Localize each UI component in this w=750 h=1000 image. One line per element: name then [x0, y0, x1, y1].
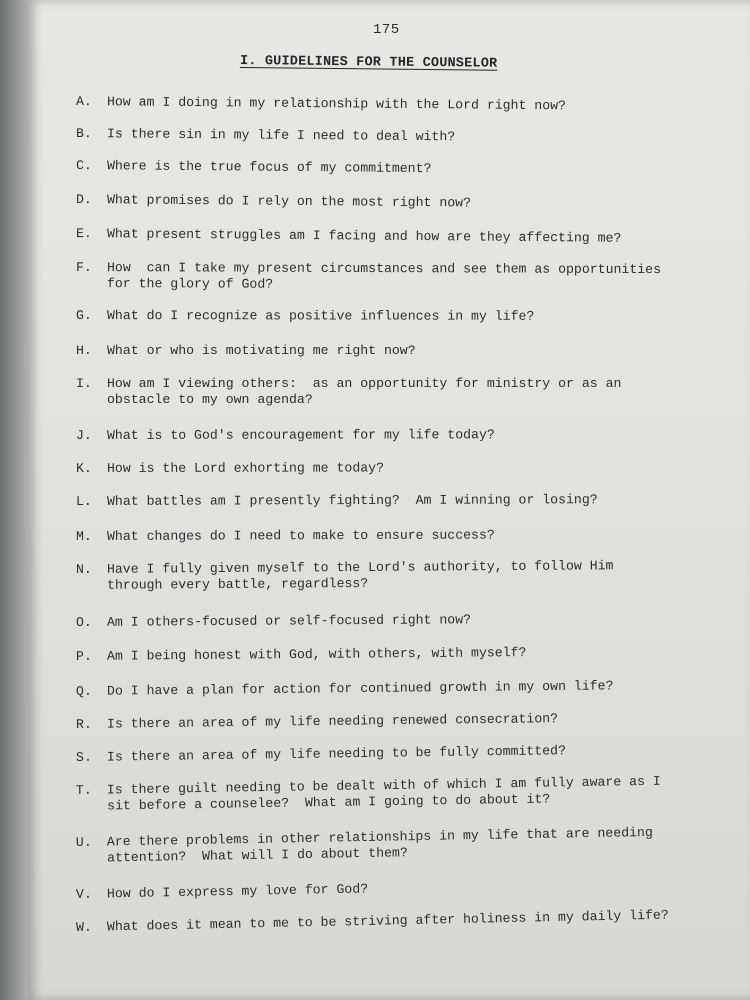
document-page	[28, 0, 750, 1000]
item-text: Am I being honest with God, with others, with myself?	[106, 645, 527, 664]
list-item	[76, 343, 716, 359]
item-text: Is there guilt needing to be dealt with of which I am fully aware as I sit before a counselee? What am I going to do about it?	[106, 773, 661, 814]
list-item	[76, 192, 716, 214]
item-letter: W.	[75, 919, 92, 935]
item-text: How can I take my present circumstances and see them as opportunities for the glory of God?	[106, 260, 662, 292]
item-text: Are there problems in other relationships in my life that are needing attention? What will I do about them?	[106, 824, 653, 866]
item-letter: B.	[75, 126, 92, 142]
list-item	[76, 427, 716, 444]
item-letter: U.	[75, 834, 92, 851]
item-text: How do I express my love for God?	[106, 881, 369, 902]
list-item	[76, 741, 716, 766]
item-letter: A.	[75, 94, 92, 110]
list-item	[76, 875, 716, 903]
item-text: What battles am I presently fighting? Am I winning or losing?	[106, 492, 598, 509]
list-item	[76, 907, 716, 936]
item-text: Am I others-focused or self-focused right now?	[106, 612, 472, 630]
item-text: How am I viewing others: as an opportunity for ministry or as an obstacle to my own agenda?	[107, 376, 622, 407]
list-item	[76, 558, 716, 594]
item-letter: K.	[75, 460, 92, 476]
list-item	[76, 643, 716, 665]
item-text: What changes do I need to make to ensure success?	[106, 527, 495, 544]
section-title: I. GUIDELINES FOR THE COUNSELOR	[239, 54, 498, 72]
list-item	[76, 709, 716, 733]
item-letter: R.	[75, 716, 92, 732]
item-text: What does it mean to me to be striving after holiness in my daily life?	[106, 907, 669, 935]
item-text: Is there sin in my life I need to deal with?	[106, 126, 456, 145]
list-item	[76, 527, 716, 545]
item-letter: D.	[75, 192, 92, 208]
list-item	[76, 308, 716, 325]
list-item	[76, 376, 716, 408]
item-letter: F.	[76, 260, 92, 276]
item-text: Is there an area of my life needing renewed consecration?	[106, 711, 559, 732]
item-letter: J.	[75, 427, 92, 443]
item-text: What or who is motivating me right now?	[107, 343, 416, 358]
item-letter: O.	[75, 614, 92, 630]
list-item	[76, 460, 716, 477]
list-item	[76, 126, 716, 148]
item-letter: G.	[75, 308, 92, 324]
item-text: What is to God's encouragement for my life today?	[106, 427, 495, 443]
item-letter: P.	[75, 648, 92, 664]
item-text: What promises do I rely on the most right now?	[106, 192, 472, 211]
list-item	[76, 677, 716, 700]
item-letter: V.	[75, 886, 92, 902]
item-letter: M.	[75, 528, 92, 544]
list-item	[76, 611, 716, 631]
page-number: 175	[373, 22, 400, 38]
item-letter: C.	[75, 158, 92, 174]
item-text: Is there an area of my life needing to be fully committed?	[106, 743, 567, 765]
list-item	[76, 226, 716, 248]
item-text: Where is the true focus of my commitment?	[106, 158, 432, 177]
list-item	[76, 773, 716, 815]
item-letter: N.	[75, 561, 92, 577]
item-text: What do I recognize as positive influences in my life?	[106, 308, 535, 324]
list-item	[76, 260, 716, 294]
item-text: How am I doing in my relationship with the Lord right now?	[106, 94, 567, 114]
item-text: Have I fully given myself to the Lord's authority, to follow Him through every battle, regardless?	[106, 558, 614, 593]
item-letter: H.	[76, 343, 92, 358]
item-letter: T.	[75, 782, 92, 799]
item-letter: I.	[76, 376, 92, 391]
item-letter: Q.	[75, 683, 92, 699]
list-item	[76, 824, 716, 867]
item-text: How is the Lord exhorting me today?	[106, 460, 384, 476]
item-letter: E.	[75, 226, 92, 242]
item-text: What present struggles am I facing and how are they affecting me?	[106, 226, 622, 246]
list-item	[76, 158, 716, 180]
list-item	[76, 492, 716, 510]
list-item	[76, 94, 716, 116]
item-letter: L.	[75, 493, 92, 509]
item-letter: S.	[75, 749, 92, 765]
item-text: Do I have a plan for action for continued growth in my own life?	[106, 678, 614, 699]
